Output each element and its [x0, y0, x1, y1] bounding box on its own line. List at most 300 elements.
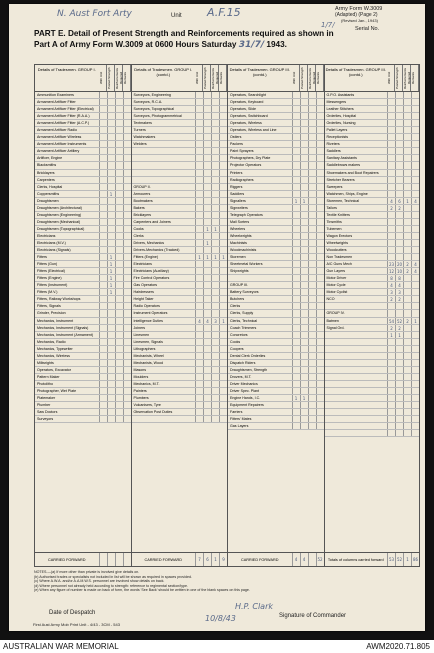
count-cell: [387, 395, 395, 401]
count-cell: [99, 155, 107, 161]
count-cell: [107, 303, 115, 309]
count-cell: [308, 402, 316, 408]
count-cell: [395, 409, 403, 415]
trade-label: Sheetmetal Workers: [230, 262, 263, 267]
count-cell: [308, 184, 316, 190]
table-row: [228, 310, 324, 317]
title-line-2-text: Part A of Army Form W.3009 at 0600 Hours Saturday: [34, 40, 237, 49]
notes-block: [34, 570, 420, 593]
count-cell: [115, 395, 123, 401]
count-cell: 1: [203, 254, 211, 260]
trade-label: Millwrights: [37, 360, 54, 365]
count-cell: [219, 388, 227, 394]
count-cell: [219, 113, 227, 119]
count-cell: [203, 346, 211, 352]
table-row: [325, 92, 420, 99]
count-cell: [107, 99, 115, 105]
count-cell: 1: [387, 332, 395, 338]
column-header: [132, 65, 228, 92]
count-cell: [195, 106, 203, 112]
trade-label: Receptionists: [326, 135, 349, 140]
count-cell: [203, 416, 211, 422]
count-cell: 8: [395, 275, 403, 281]
despatch-date-handwritten: 10/8/43: [205, 614, 236, 623]
count-cell: [99, 310, 107, 316]
count-cell: [292, 325, 300, 331]
count-cell: [195, 395, 203, 401]
trade-label: Woodmachinists: [230, 248, 257, 253]
count-cell: [316, 423, 324, 429]
trade-label: Wagon Erectors: [326, 233, 353, 238]
count-cell: [195, 233, 203, 239]
count-cell: [203, 141, 211, 147]
count-cell: [219, 226, 227, 232]
trade-label: Armament Artificer Wireless: [37, 135, 82, 140]
column-subheader: Posted Strength: [395, 65, 403, 91]
count-cell: [211, 141, 219, 147]
table-row: [325, 325, 420, 332]
count-cell: [123, 247, 131, 253]
count-cell: [316, 395, 324, 401]
count-cell: [387, 134, 395, 140]
count-cell: [211, 205, 219, 211]
count-cell: [403, 212, 411, 218]
count-cell: [292, 92, 300, 98]
count-cell: [99, 141, 107, 147]
trade-label: Draughtsmen (Mechanical): [37, 219, 81, 224]
count-cell: [203, 205, 211, 211]
count-cell: [123, 92, 131, 98]
count-cell: [316, 233, 324, 239]
table-row: [325, 177, 420, 184]
count-cell: [292, 346, 300, 352]
table-row: [132, 254, 228, 261]
trade-label: Electricians: [37, 233, 56, 238]
table-row: [325, 247, 420, 254]
count-cell: [395, 353, 403, 359]
count-cell: [316, 170, 324, 176]
table-row: [325, 395, 420, 402]
count-cell: [195, 268, 203, 274]
count-cell: [115, 367, 123, 373]
caption-left: AUSTRALIAN WAR MEMORIAL: [3, 642, 119, 651]
count-cell: [115, 332, 123, 338]
count-cell: [403, 332, 411, 338]
count-cell: [403, 289, 411, 295]
count-cell: [211, 289, 219, 295]
count-cell: [123, 395, 131, 401]
count-cell: [395, 367, 403, 373]
trade-label: Clerks: [133, 233, 144, 238]
count-cell: [115, 219, 123, 225]
trade-label: Pallet Layers: [326, 128, 348, 133]
count-cell: [411, 141, 419, 147]
trade-label: Surveyors, R.C.A.: [133, 100, 163, 105]
count-cell: [292, 332, 300, 338]
count-cell: [107, 170, 115, 176]
column-header-label: Details of Tradesmen. GROUP I. (contd.): [134, 67, 193, 77]
count-cell: [115, 212, 123, 218]
count-cell: [123, 184, 131, 190]
count-cell: [107, 247, 115, 253]
count-cell: [219, 268, 227, 274]
column-subheader: Posted Strength: [107, 65, 115, 91]
trade-label: Riveters: [326, 142, 340, 147]
trade-label: Photographers, Dry Plate: [230, 156, 271, 161]
count-cell: [195, 409, 203, 415]
table-row: [132, 395, 228, 402]
trade-label: Lithographers: [133, 346, 156, 351]
count-cell: 1: [203, 226, 211, 232]
count-cell: [107, 148, 115, 154]
count-cell: [195, 170, 203, 176]
table-row: [35, 233, 131, 240]
count-cell: [300, 148, 308, 154]
count-cell: [219, 155, 227, 161]
count-cell: [195, 92, 203, 98]
count-cell: [403, 367, 411, 373]
column-header-label: Details of Tradesmen. GROUP III. (contd.): [325, 67, 386, 77]
trade-label: Joiners: [133, 325, 146, 330]
column-subheader: Remarks: [219, 65, 227, 91]
table-row: [35, 198, 131, 205]
table-row: [132, 233, 228, 240]
count-cell: [219, 106, 227, 112]
count-cell: [300, 191, 308, 197]
count-cell: [411, 325, 419, 331]
caption-right: AWM2020.71.805: [366, 642, 430, 651]
table-row: [325, 360, 420, 367]
count-cell: [387, 247, 395, 253]
count-cell: [316, 212, 324, 218]
table-row: [228, 318, 324, 325]
count-cell: [123, 268, 131, 274]
count-cell: [219, 360, 227, 366]
table-row: [325, 191, 420, 198]
table-row: [228, 127, 324, 134]
count-cell: [316, 303, 324, 309]
trade-label: Equipment Repairers: [230, 403, 264, 408]
count-cell: [308, 212, 316, 218]
count-cell: [211, 184, 219, 190]
count-cell: [411, 275, 419, 281]
trade-label: Tinsmiths: [326, 219, 342, 224]
table-row: [228, 268, 324, 275]
count-cell: [403, 120, 411, 126]
table-row: [325, 205, 420, 212]
column-subheader: Remarks: [411, 65, 419, 91]
count-cell: [211, 388, 219, 394]
count-cell: [411, 374, 419, 380]
trade-label: Tubemen: [326, 226, 342, 231]
count-cell: [203, 353, 211, 359]
count-cell: [411, 282, 419, 288]
count-cell: 1: [203, 240, 211, 246]
count-cell: [300, 177, 308, 183]
table-row: [228, 134, 324, 141]
table-row: [132, 353, 228, 360]
table-row: [35, 360, 131, 367]
count-cell: [403, 141, 411, 147]
count-cell: [300, 254, 308, 260]
column-header: [35, 65, 131, 92]
count-cell: [387, 416, 395, 422]
count-cell: [115, 346, 123, 352]
count-cell: [123, 106, 131, 112]
count-cell: [395, 240, 403, 246]
count-cell: 6: [395, 198, 403, 204]
count-cell: [316, 416, 324, 422]
count-cell: [123, 409, 131, 415]
trade-label: Moulders: [133, 374, 149, 379]
count-cell: [387, 212, 395, 218]
table-row: [228, 233, 324, 240]
carried-forward-row: [132, 552, 228, 566]
table-row: [228, 170, 324, 177]
strength-table: [34, 64, 420, 567]
trade-label: Mechanics, Typewriter: [37, 346, 73, 351]
total-cell: 52: [316, 553, 324, 566]
count-cell: [316, 339, 324, 345]
count-cell: [387, 374, 395, 380]
column-header: [228, 65, 324, 92]
count-cell: [403, 240, 411, 246]
table-row: [228, 261, 324, 268]
count-cell: [123, 310, 131, 316]
trade-label: Hairdressers: [133, 290, 154, 295]
table-row: [132, 191, 228, 198]
count-cell: [411, 303, 419, 309]
count-cell: [308, 268, 316, 274]
count-cell: [211, 381, 219, 387]
count-cell: [123, 155, 131, 161]
count-cell: [219, 261, 227, 267]
count-cell: [411, 402, 419, 408]
count-cell: 2: [387, 325, 395, 331]
count-cell: [115, 374, 123, 380]
trade-label: Fitters (Instrument): [37, 283, 68, 288]
table-row: [325, 219, 420, 226]
trade-label: GROUP IV.: [326, 311, 345, 316]
count-cell: [395, 113, 403, 119]
trade-label: Clerks, Hospital: [37, 184, 63, 189]
carried-forward-row: [228, 552, 324, 566]
count-cell: [403, 177, 411, 183]
count-cell: [308, 177, 316, 183]
count-cell: [99, 212, 107, 218]
table-row: [325, 296, 420, 303]
trade-label: Motor Cyclist: [326, 290, 348, 295]
count-cell: [403, 374, 411, 380]
count-cell: [387, 346, 395, 352]
count-cell: [211, 268, 219, 274]
trade-label: Operators, Wireless and Line: [230, 128, 277, 133]
table-row: [228, 219, 324, 226]
count-cell: [219, 332, 227, 338]
table-row: [132, 275, 228, 282]
count-cell: [99, 184, 107, 190]
count-cell: [211, 113, 219, 119]
table-row: [132, 184, 228, 191]
note-line: (d) Where personnel not already held according to strength: reference to regimental section/type.: [34, 583, 189, 588]
count-cell: [316, 184, 324, 190]
count-cell: [123, 339, 131, 345]
count-cell: 54: [388, 318, 395, 324]
count-cell: [387, 113, 395, 119]
table-row: [228, 416, 324, 423]
trade-label: Bricklayers: [133, 212, 152, 217]
total-cell: 52: [395, 553, 403, 566]
trade-label: Projector Operators: [230, 163, 262, 168]
table-row: [228, 113, 324, 120]
count-cell: [115, 388, 123, 394]
table-row: [132, 155, 228, 162]
count-cell: [211, 275, 219, 281]
trade-label: Engine Hands, I.C.: [230, 396, 261, 401]
table-row: [35, 318, 131, 325]
table-row: [325, 423, 420, 430]
note-line: (c) Where A.W.A. and/or A.A.M.W.S. personnel are involved show details on back.: [34, 579, 165, 584]
count-cell: [99, 360, 107, 366]
count-cell: [123, 254, 131, 260]
count-cell: [316, 113, 324, 119]
count-cell: [403, 134, 411, 140]
table-row: [35, 268, 131, 275]
trade-label: Operators, Wireless: [230, 121, 262, 126]
count-cell: [411, 367, 419, 373]
count-cell: [316, 374, 324, 380]
count-cell: [115, 106, 123, 112]
trade-label: Shipwrights: [230, 269, 249, 274]
trade-label: Shoemakers and Boot Repairers: [326, 170, 379, 175]
count-cell: [219, 92, 227, 98]
count-cell: [219, 296, 227, 302]
count-cell: [211, 353, 219, 359]
total-cell: 1: [211, 553, 219, 566]
trade-label: Armament Artificer Instruments: [37, 142, 87, 147]
count-cell: [211, 261, 219, 267]
count-cell: [99, 268, 107, 274]
count-cell: [403, 226, 411, 232]
count-cell: [211, 134, 219, 140]
table-row: [35, 409, 131, 416]
count-cell: [411, 233, 419, 239]
trade-label: Saddlebrows makers: [326, 163, 361, 168]
count-cell: [203, 289, 211, 295]
count-cell: [99, 346, 107, 352]
count-cell: [219, 233, 227, 239]
count-cell: [395, 99, 403, 105]
count-cell: [123, 296, 131, 302]
count-cell: [411, 254, 419, 260]
count-cell: [300, 296, 308, 302]
count-cell: [316, 268, 324, 274]
count-cell: [123, 177, 131, 183]
table-row: [228, 325, 324, 332]
count-cell: [195, 332, 203, 338]
trade-label: Draughtsmen: [37, 198, 59, 203]
column-subheader: Remarks: [316, 65, 324, 91]
trade-label: Instrument Operators: [133, 311, 168, 316]
table-row: [228, 141, 324, 148]
table-row: [132, 240, 228, 247]
count-cell: [219, 402, 227, 408]
trade-label: Electricians (Auxiliary): [133, 269, 169, 274]
table-row: [35, 170, 131, 177]
table-row: [228, 409, 324, 416]
trade-label: Mechanists, Wheel: [133, 353, 164, 358]
count-cell: [123, 374, 131, 380]
table-row: [325, 261, 420, 268]
table-row: [325, 141, 420, 148]
count-cell: 1: [211, 254, 219, 260]
trade-label: Draughtsmen, Strength: [230, 367, 268, 372]
count-cell: [308, 92, 316, 98]
count-cell: 2: [403, 268, 411, 274]
count-cell: [316, 148, 324, 154]
count-cell: [195, 303, 203, 309]
count-cell: [195, 113, 203, 119]
count-cell: [203, 233, 211, 239]
count-cell: [387, 191, 395, 197]
count-cell: [300, 268, 308, 274]
count-cell: [99, 191, 107, 197]
trade-label: Armament Artificer Fitter: [37, 100, 76, 105]
trade-label: Textile Knitters: [326, 212, 350, 217]
trade-label: Coach Trimmers: [230, 325, 257, 330]
count-cell: [308, 99, 316, 105]
count-cell: [300, 339, 308, 345]
count-cell: [411, 205, 419, 211]
count-cell: [403, 191, 411, 197]
count-cell: [395, 219, 403, 225]
trade-label: Wheelwrights: [230, 233, 252, 238]
count-cell: [395, 162, 403, 168]
unit-handwritten: N. Aust Fort Arty: [57, 9, 132, 19]
trade-label: Painters: [133, 388, 147, 393]
table-row: [325, 381, 420, 388]
count-cell: [316, 332, 324, 338]
count-cell: [123, 191, 131, 197]
table-row: [228, 332, 324, 339]
count-cell: [219, 162, 227, 168]
table-row: [35, 226, 131, 233]
count-cell: [316, 353, 324, 359]
count-cell: [300, 423, 308, 429]
table-row: [325, 275, 420, 282]
count-cell: [316, 261, 324, 267]
count-cell: [403, 360, 411, 366]
count-cell: [115, 113, 123, 119]
trade-label: Photographer, Wet Plate: [37, 388, 77, 393]
count-cell: [308, 310, 316, 316]
note-line: (e) When any figure of number is made on back of form, the words 'See Back' should be written in one of the blank spaces on this page.: [34, 588, 250, 593]
count-cell: [387, 254, 395, 260]
count-cell: [203, 275, 211, 281]
count-cell: [107, 346, 115, 352]
table-row: [325, 240, 420, 247]
table-row: [132, 212, 228, 219]
count-cell: [316, 388, 324, 394]
count-cell: [395, 381, 403, 387]
count-cell: [411, 360, 419, 366]
count-cell: [292, 296, 300, 302]
count-cell: [403, 423, 411, 429]
count-cell: [107, 127, 115, 133]
count-cell: [316, 367, 324, 373]
trade-label: Armament Artificer Fitter (Electrical): [37, 107, 94, 112]
trade-label: Mechanics, Radio: [37, 339, 66, 344]
